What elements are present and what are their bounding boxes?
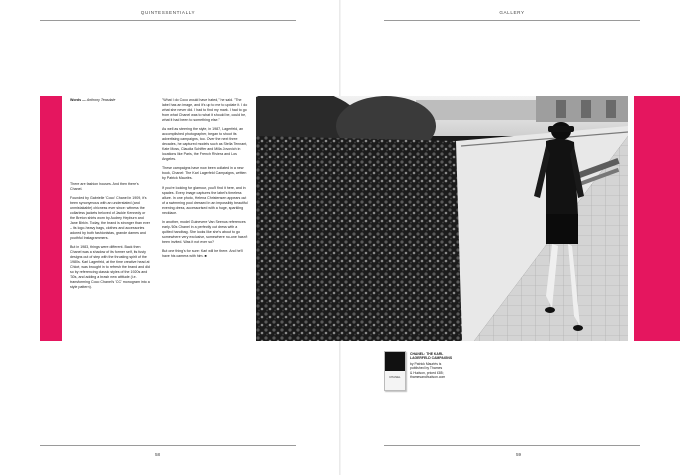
byline-author: Anthony Teasdale bbox=[86, 98, 116, 102]
top-rule-left bbox=[40, 20, 296, 21]
paragraph: In another, model Guinevere Van Seenus references early-'60s Chanel in a perfectly cut dress with a quilted handbag. She looks like she's about to go somewhere very exclusive, somewhere no-one hasn't been invited. Was it not ever so? bbox=[162, 219, 248, 244]
book-caption-line: published by Thames bbox=[410, 366, 443, 371]
campaign-photo-illustration bbox=[256, 96, 628, 341]
column-1-body bbox=[70, 182, 150, 295]
book-caption bbox=[410, 352, 462, 379]
byline-separator: — bbox=[81, 98, 87, 102]
book-cover bbox=[384, 351, 406, 391]
paragraph: "What I do Coco would have hated," he said. "The label has an image, and it's up to me to update it. I do what she never did. I had to find my mark. I had to go from what Chanel was to what it should be, could be, what it had been to something else." bbox=[162, 98, 248, 122]
accent-bar-right bbox=[634, 96, 680, 341]
book-caption-line: & Hudson, priced £85; bbox=[410, 370, 444, 375]
book-caption-title: CHANEL: THE KARL LAGERFELD CAMPAIGNS bbox=[410, 352, 453, 361]
byline-label: Words bbox=[70, 98, 82, 102]
byline bbox=[70, 98, 150, 103]
paragraph: But one thing's for sure: Karl will be there. And he'll have his camera with him. ■ bbox=[162, 248, 243, 258]
paragraph: But in 1983, things were different. Back then Chanel was a shadow of its former self, its fusty designs out of step with the thrusting spirit of the 1980s. Karl Lagerfeld, at the time creative head at Chloé, was brought in to refresh the brand and did so by referencing classic styles of the 1920s and '30s, and adding a brash new attitude (i.e. transforming Coco Chanel's 'CC' monogram into a style pattern). bbox=[70, 245, 150, 290]
book-caption-line: by Patrick Mauriès is bbox=[410, 361, 442, 366]
campaign-photo bbox=[256, 96, 628, 341]
bottom-rule-right bbox=[384, 445, 640, 446]
paragraph: There are fashion houses. And then there's Chanel. bbox=[70, 182, 139, 191]
page-number-right: 59 bbox=[516, 452, 522, 457]
paragraph: Founded by Gabrielle 'Coco' Chanel in 1909, it's been synonymous with an understated (and unmistakable) chicness ever since: witness the collarless jackets beloved of Jackie Kennedy or the Breton shirts worn by Audrey Hepburn and Jane Birkin. Today, the brand is stronger than ever – its logo-heavy bags, clothes and accessories adored by both fashionistas, grande dames and youthful Instagrammers. bbox=[70, 196, 150, 241]
top-rule-right bbox=[384, 20, 640, 21]
running-head-right: GALLERY bbox=[499, 10, 525, 15]
paragraph: As well as steering the style, in 1987, Lagerfeld, an accomplished photographer, began to shoot its advertising campaigns, too. Over the next three decades, he captured models such as Stella Tennant, Kate Moss, Claudia Schiffer and Milla Jovovich in locations like Paris, the French Riviera and Los Angeles. bbox=[162, 127, 248, 162]
book-cover-logo: CHANEL bbox=[389, 376, 401, 379]
paragraph: These campaigns have now been collated in a new book, Chanel: The Karl Lagerfeld Campaigns, written by Patrick Mauriès. bbox=[162, 166, 247, 181]
book-caption-line: thamesandhudson.com bbox=[410, 375, 446, 380]
article-column-1 bbox=[70, 98, 150, 290]
accent-bar-left bbox=[40, 96, 62, 341]
page-number-left: 58 bbox=[155, 452, 161, 457]
paragraph: If you're looking for glamour, you'll find it here, and in spades. Every image captures the label's timeless allure. In one photo, Helena Christensen appears out of a swimming pool dressed in an impossibly beautiful evening dress, accessorised with a huge, sparkling necklace. bbox=[162, 185, 248, 215]
book-cover-band bbox=[385, 352, 405, 371]
running-head-left: QUINTESSENTIALLY bbox=[140, 10, 196, 15]
article-column-2 bbox=[162, 98, 248, 263]
bottom-rule-left bbox=[40, 445, 296, 446]
